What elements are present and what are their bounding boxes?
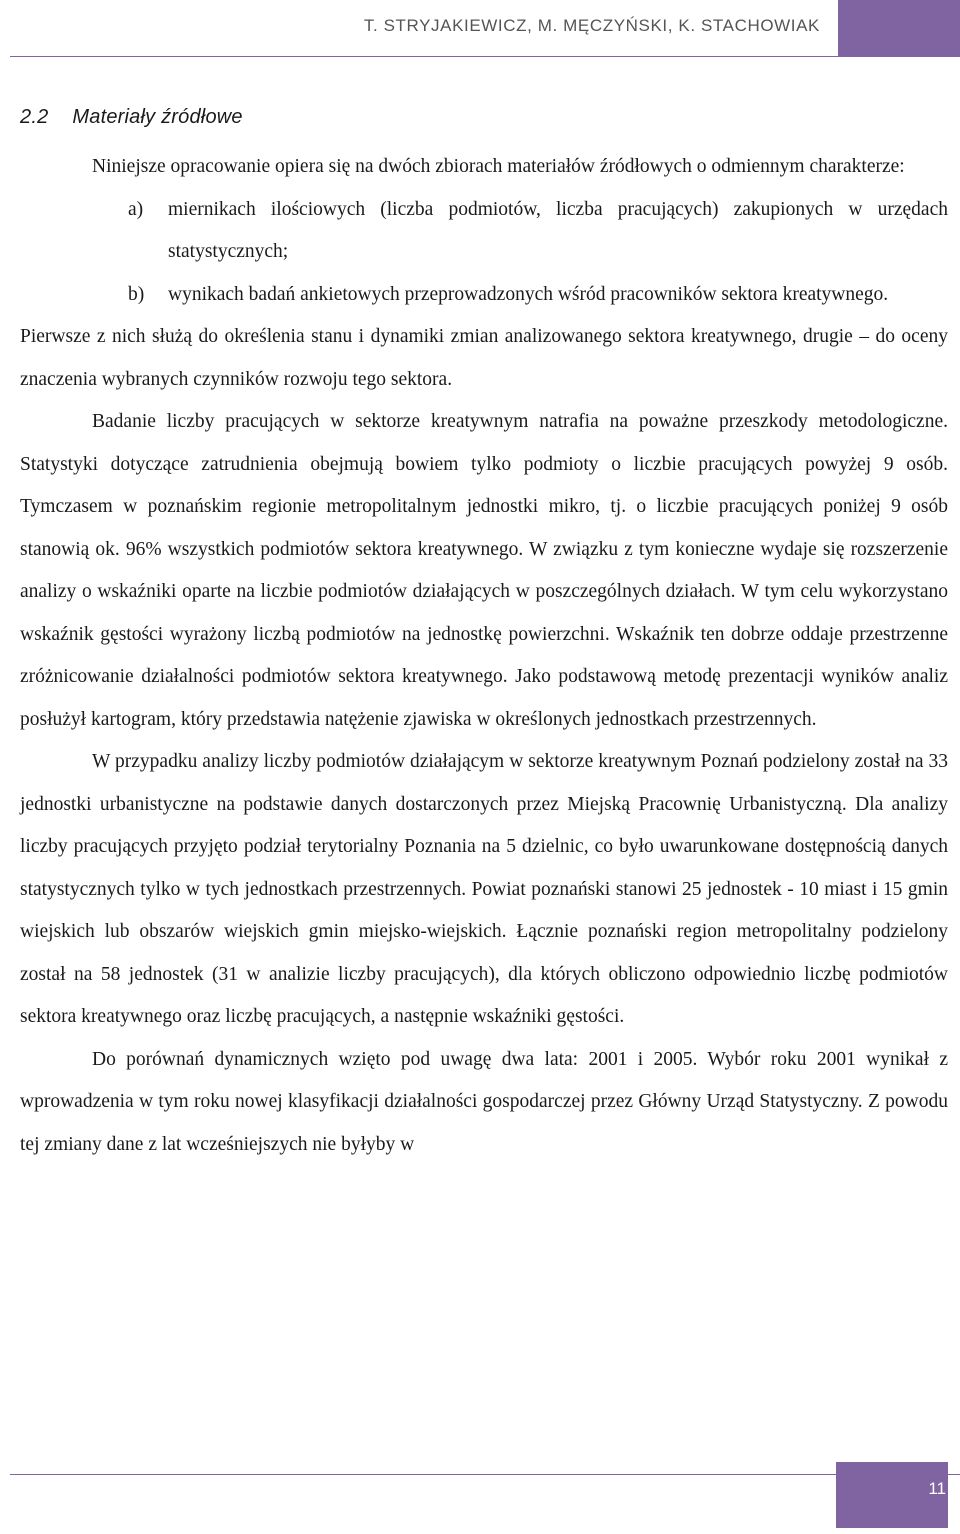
- section-title: Materiały źródłowe: [72, 106, 243, 128]
- header-accent-block: [838, 0, 960, 56]
- paragraph: W przypadku analizy liczby podmiotów działającym w sektorze kreatywnym Poznań podzielony został na 33 jednostki urbanistyczne na podstawie danych dostarczonych przez Miejską Pracownię Urbanistyczną. Dla analizy liczby pracujących przyjęto podział terytorialny Poznania na 5 dzielnic, co było uwarunkowane dostępnością danych statystycznych tylko w tych jednostkach przestrzennych. Powiat poznański stanowi 25 jednostek - 10 miast i 15 gmin wiejskich lub obszarów wiejskich gmin miejsko-wiejskich. Łącznie poznański region metropolitalny podzielony został na 58 jednostek (31 w analizie liczby pracujących), dla których obliczono odpowiednio liczbę podmiotów sektora kreatywnego oraz liczbę pracujących, a następnie wskaźniki gęstości.: [20, 751, 948, 1027]
- list-marker: b): [128, 283, 145, 305]
- paragraph: Pierwsze z nich służą do określenia stanu i dynamiki zmian analizowanego sektora kreatywnego, drugie – do oceny znaczenia wybranych czynników rozwoju tego sektora.: [20, 326, 948, 390]
- paragraph: Do porównań dynamicznych wzięto pod uwagę dwa lata: 2001 i 2005. Wybór roku 2001 wynikał z wprowadzenia w tym roku nowej klasyfikacji działalności gospodarczej przez Główny Urząd Statystyczny. Z powodu tej zmiany dane z lat wcześniejszych nie byłyby w: [20, 1048, 948, 1155]
- list-item-text: wynikach badań ankietowych przeprowadzonych wśród pracowników sektora kreatywnego.: [168, 283, 889, 305]
- section-heading: [20, 106, 243, 129]
- section-number: 2.2: [20, 106, 49, 128]
- list-item: [128, 274, 948, 317]
- footer-rule: [10, 1474, 960, 1475]
- header-rule: [10, 56, 960, 57]
- body-text: [20, 146, 948, 1166]
- list-item: [128, 189, 948, 274]
- running-header-authors: T. STRYJAKIEWICZ, M. MĘCZYŃSKI, K. STACHOWIAK: [363, 16, 820, 35]
- intro-paragraph: Niniejsze opracowanie opiera się na dwóch zbiorach materiałów źródłowych o odmiennym charakterze:: [92, 156, 905, 177]
- list-item-text: miernikach ilościowych (liczba podmiotów, liczba pracujących) zakupionych w urzędach statystycznych;: [168, 198, 948, 262]
- list-marker: a): [128, 198, 144, 220]
- page-number: 11: [928, 1479, 946, 1498]
- source-list: [20, 189, 948, 317]
- paragraph: Badanie liczby pracujących w sektorze kreatywnym natrafia na poważne przeszkody metodologiczne. Statystyki dotyczące zatrudnienia obejmują bowiem tylko podmioty o liczbie pracujących powyżej 9 osób. Tymczasem w poznańskim regionie metropolitalnym jednostki mikro, tj. o liczbie pracujących poniżej 9 osób stanowią ok. 96% wszystkich podmiotów sektora kreatywnego. W związku z tym konieczne wydaje się rozszerzenie analizy o wskaźniki oparte na liczbie podmiotów działających w poszczególnych działach. W tym celu wykorzystano wskaźnik gęstości wyrażony liczbą podmiotów na jednostkę powierzchni. Wskaźnik ten dobrze oddaje przestrzenne zróżnicowanie działalności podmiotów sektora kreatywnego. Jako podstawową metodę prezentacji wyników analiz posłużył kartogram, który przedstawia natężenie zjawiska w określonych jednostkach przestrzennych.: [20, 411, 948, 730]
